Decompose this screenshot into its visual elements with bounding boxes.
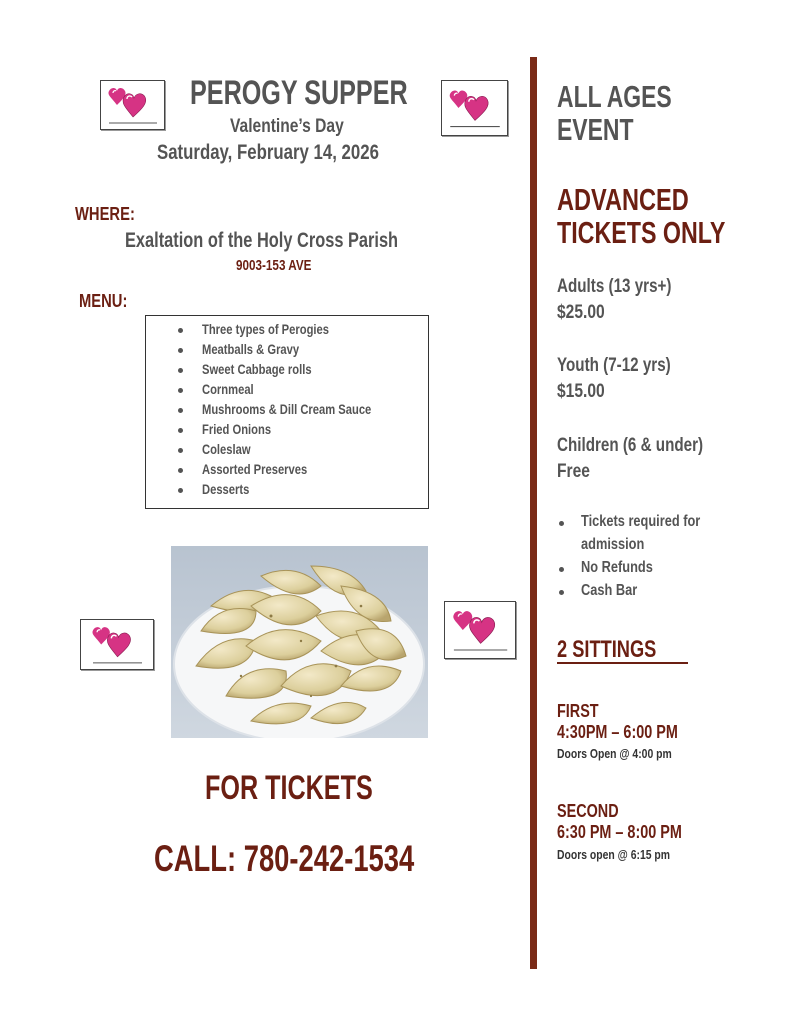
all-ages-line-1: ALL AGES [557,79,672,114]
second-sitting-time: 6:30 PM – 8:00 PM [557,822,682,842]
menu-box [145,315,429,509]
bullet-icon [178,468,183,473]
price-label-youth: Youth (7-12 yrs) [557,355,671,376]
price-value-youth: $15.00 [557,381,605,402]
bullet-icon [178,448,183,453]
menu-item-label: Coleslaw [202,441,251,457]
menu-item-label: Desserts [202,481,250,497]
price-value-adults: $25.00 [557,302,605,323]
price-label-adults: Adults (13 yrs+) [557,276,672,297]
page-title: PEROGY SUPPER [190,74,408,112]
menu-item-label: Three types of Perogies [202,321,329,337]
hearts-icon [100,80,165,130]
hearts-icon [444,601,516,659]
first-sitting-label: FIRST [557,701,599,721]
second-sitting-label: SECOND [557,801,619,821]
event-date: Saturday, February 14, 2026 [157,141,379,164]
advanced-line-1: ADVANCED [557,182,689,217]
hearts-icon [80,619,154,670]
where-label: WHERE: [75,204,135,224]
menu-item-label: Cornmeal [202,381,254,397]
bullet-icon [178,368,183,373]
phone-number[interactable]: CALL: 780-242-1534 [154,838,415,879]
event-subtitle: Valentine’s Day [230,116,344,137]
menu-label: MENU: [79,291,128,311]
venue-name: Exaltation of the Holy Cross Parish [125,229,399,252]
first-sitting-time: 4:30PM – 6:00 PM [557,722,678,742]
bullet-icon [559,521,564,526]
menu-item-label: Fried Onions [202,421,272,437]
column-divider [530,57,537,969]
price-label-children: Children (6 & under) [557,435,704,456]
advanced-line-2: TICKETS ONLY [557,215,726,250]
bullet-icon [178,388,183,393]
venue-address: 9003-153 AVE [236,257,312,274]
tickets-heading: FOR TICKETS [205,769,373,807]
price-value-children: Free [557,461,590,482]
bullet-icon [178,488,183,493]
second-doors-open: Doors open @ 6:15 pm [557,847,671,862]
bullet-icon [178,428,183,433]
bullet-icon [178,348,183,353]
bullet-icon [559,590,564,595]
bullet-icon [178,328,183,333]
perogies-photo [171,546,428,738]
bullet-icon [178,408,183,413]
all-ages-line-2: EVENT [557,112,634,147]
menu-item-label: Assorted Preserves [202,461,308,477]
sittings-heading: 2 SITTINGS [557,636,688,664]
menu-item-label: Mushrooms & Dill Cream Sauce [202,401,372,417]
bullet-icon [559,567,564,572]
menu-item-label: Sweet Cabbage rolls [202,361,312,377]
menu-item-label: Meatballs & Gravy [202,341,300,357]
first-doors-open: Doors Open @ 4:00 pm [557,746,672,761]
